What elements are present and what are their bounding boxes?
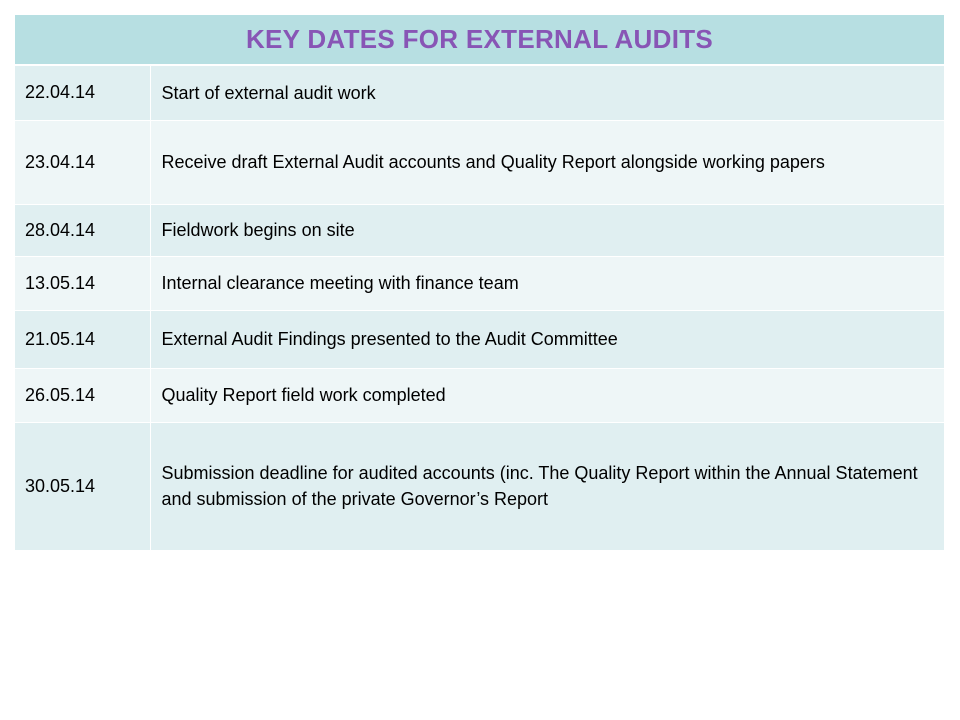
date-cell: 30.05.14	[15, 422, 150, 550]
event-cell: Internal clearance meeting with finance team	[150, 256, 944, 310]
event-cell: External Audit Findings presented to the Audit Committee	[150, 310, 944, 368]
table-row	[15, 120, 944, 204]
date-cell: 22.04.14	[15, 65, 150, 120]
table-title: KEY DATES FOR EXTERNAL AUDITS	[15, 15, 944, 65]
date-cell: 21.05.14	[15, 310, 150, 368]
event-cell: Submission deadline for audited accounts (inc. The Quality Report within the Annual Statement and submission of the private Governor’s Report	[150, 422, 944, 550]
event-cell: Fieldwork begins on site	[150, 204, 944, 256]
table-row	[15, 422, 944, 550]
table-row	[15, 256, 944, 310]
date-cell: 23.04.14	[15, 120, 150, 204]
date-cell: 13.05.14	[15, 256, 150, 310]
table-row	[15, 204, 944, 256]
event-cell: Quality Report field work completed	[150, 368, 944, 422]
table-row	[15, 65, 944, 120]
key-dates-table	[15, 15, 944, 551]
table-row	[15, 310, 944, 368]
event-cell: Receive draft External Audit accounts and Quality Report alongside working papers	[150, 120, 944, 204]
date-cell: 26.05.14	[15, 368, 150, 422]
table-row	[15, 368, 944, 422]
date-cell: 28.04.14	[15, 204, 150, 256]
event-cell: Start of external audit work	[150, 65, 944, 120]
